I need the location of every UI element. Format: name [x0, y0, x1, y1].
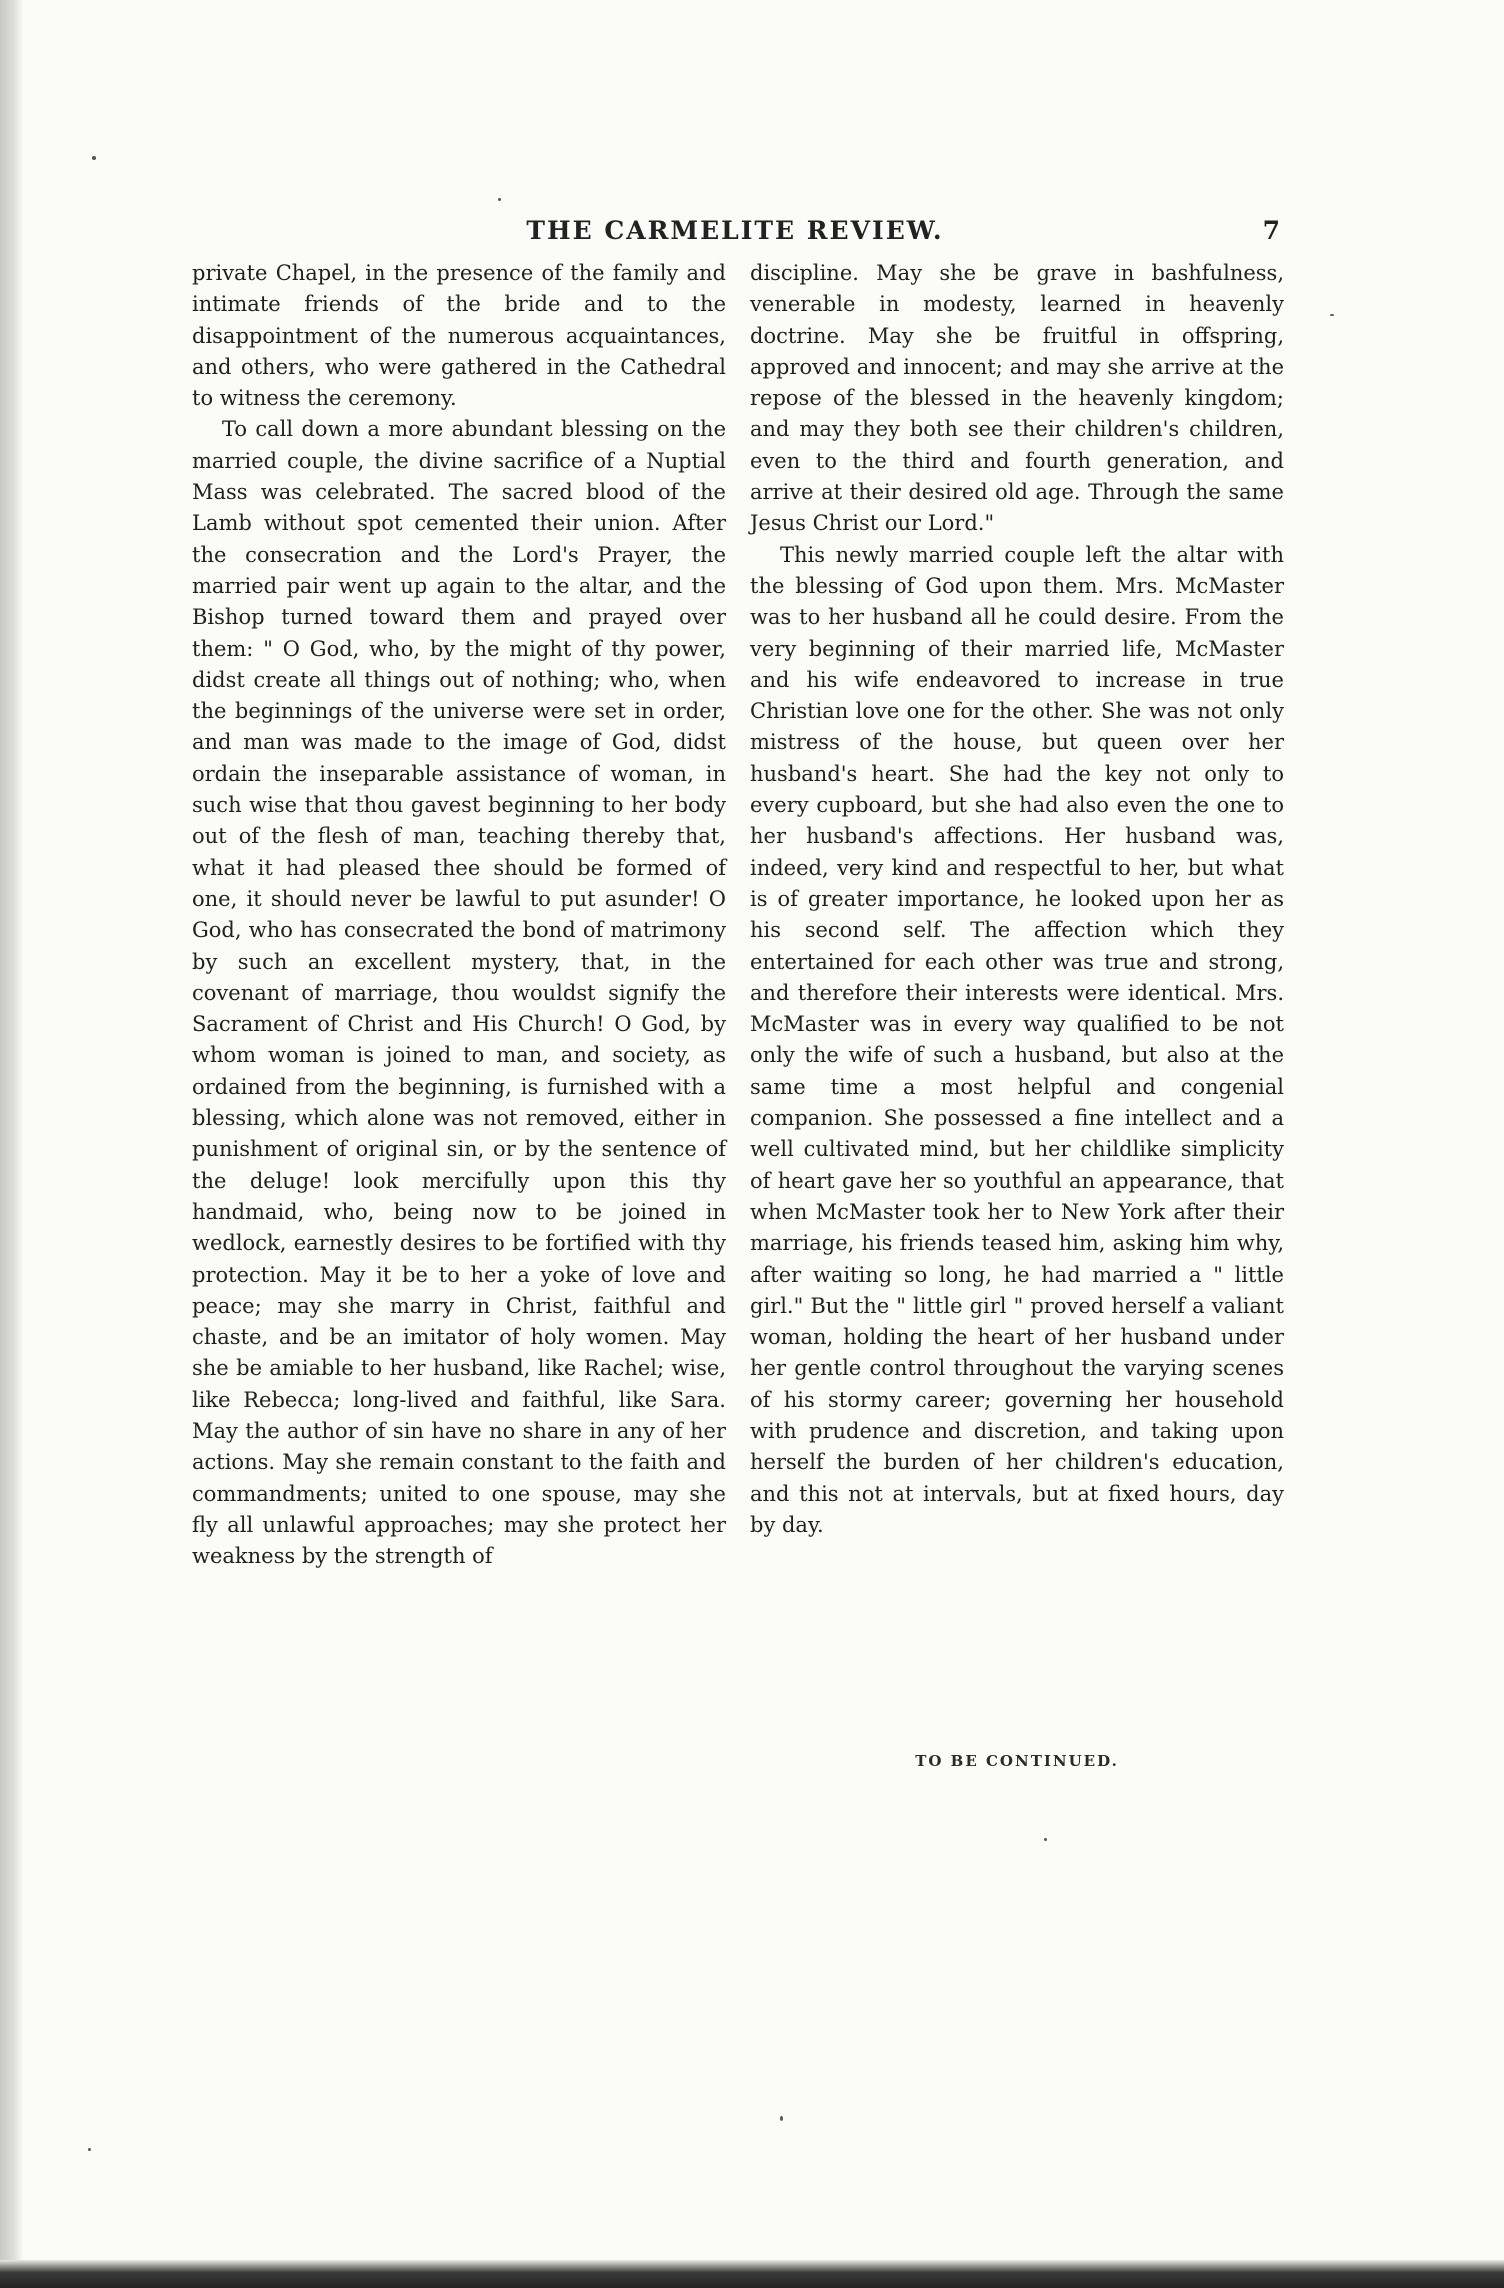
scan-speck — [1330, 314, 1334, 316]
scan-speck — [92, 156, 96, 160]
scan-speck — [780, 2116, 783, 2121]
right-text-column — [750, 258, 1284, 1541]
running-head — [190, 216, 1280, 248]
running-title: THE CARMELITE REVIEW. — [526, 216, 944, 245]
paragraph: discipline. May she be grave in bashfulness, venerable in modesty, learned in heavenly doctrine. May she be fruitful in offspring, approved and innocent; and may she arrive at the repose of the blessed in the heavenly kingdom; and may they both see their children's children, even to the third and fourth generation, and arrive at their desired old age. Through the same Jesus Christ our Lord." — [750, 261, 1284, 536]
page-bottom-edge-shadow — [0, 2260, 1504, 2288]
paragraph: To call down a more abundant blessing on the married couple, the divine sacrifice of a Nuptial Mass was celebrated. The sacred blood of the Lamb without spot cemented their union. After the consecration and the Lord's Prayer, the married pair went up again to the altar, and the Bishop turned toward them and prayed over them: " O God, who, by the might of thy power, didst create all things out of nothing; who, when the beginnings of the universe were set in order, and man was made to the image of God, didst ordain the inseparable assistance of woman, in such wise that thou gavest beginning to her body out of the flesh of man, teaching thereby that, what it had pleased thee should be formed of one, it should never be lawful to put asunder! O God, who has consecrated the bond of matrimony by such an excellent mystery, that, in the covenant of marriage, thou wouldst signify the Sacrament of Christ and His Church! O God, by whom woman is joined to man, and society, as ordained from the beginning, is furnished with a blessing, which alone was not removed, either in punishment of original sin, or by the sentence of the deluge! look mercifully upon this thy handmaid, who, being now to be joined in wedlock, earnestly desires to be fortified with thy protection. May it be to her a yoke of love and peace; may she marry in Christ, faithful and chaste, and be an imitator of holy women. May she be amiable to her husband, like Rachel; wise, like Rebecca; long-lived and faithful, like Sara. May the author of sin have no share in any of her actions. May she remain constant to the faith and commandments; united to one spouse, may she fly all unlawful approaches; may she protect her weakness by the strength of — [192, 417, 726, 1569]
page-left-edge-shadow — [0, 0, 22, 2288]
scan-speck — [88, 2148, 91, 2151]
scan-speck — [498, 198, 501, 201]
left-text-column — [192, 258, 726, 1572]
paragraph: This newly married couple left the altar with the blessing of God upon them. Mrs. McMaster was to her husband all he could desire. From the very beginning of their married life, McMaster and his wife endeavored to increase in true Christian love one for the other. She was not only mistress of the house, but queen over her husband's heart. She had the key not only to every cupboard, but she had also even the one to her husband's affections. Her husband was, indeed, very kind and respectful to her, but what is of greater importance, he looked upon her as his second self. The affection which they entertained for each other was true and strong, and therefore their interests were identical. Mrs. McMaster was in every way qualified to be not only the wife of such a husband, but also at the same time a most helpful and congenial companion. She possessed a fine intellect and a well cultivated mind, but her childlike simplicity of heart gave her so youthful an appearance, that when McMaster took her to New York after their marriage, his friends teased him, asking him why, after waiting so long, he had married a " little girl." But the " little girl " proved herself a valiant woman, holding the heart of her husband under her gentle control throughout the varying scenes of his stormy career; governing her household with prudence and discretion, and taking upon herself the burden of her children's education, and this not at intervals, but at fixed hours, day by day. — [750, 542, 1284, 1537]
scan-speck — [1044, 1838, 1047, 1841]
to-be-continued-note: TO BE CONTINUED. — [915, 1752, 1119, 1770]
page-number: 7 — [1262, 216, 1280, 245]
paragraph: private Chapel, in the presence of the family and intimate friends of the bride and to the disappointment of the numerous acquaintances, and others, who were gathered in the Cathedral to witness the ceremony. — [192, 261, 726, 411]
